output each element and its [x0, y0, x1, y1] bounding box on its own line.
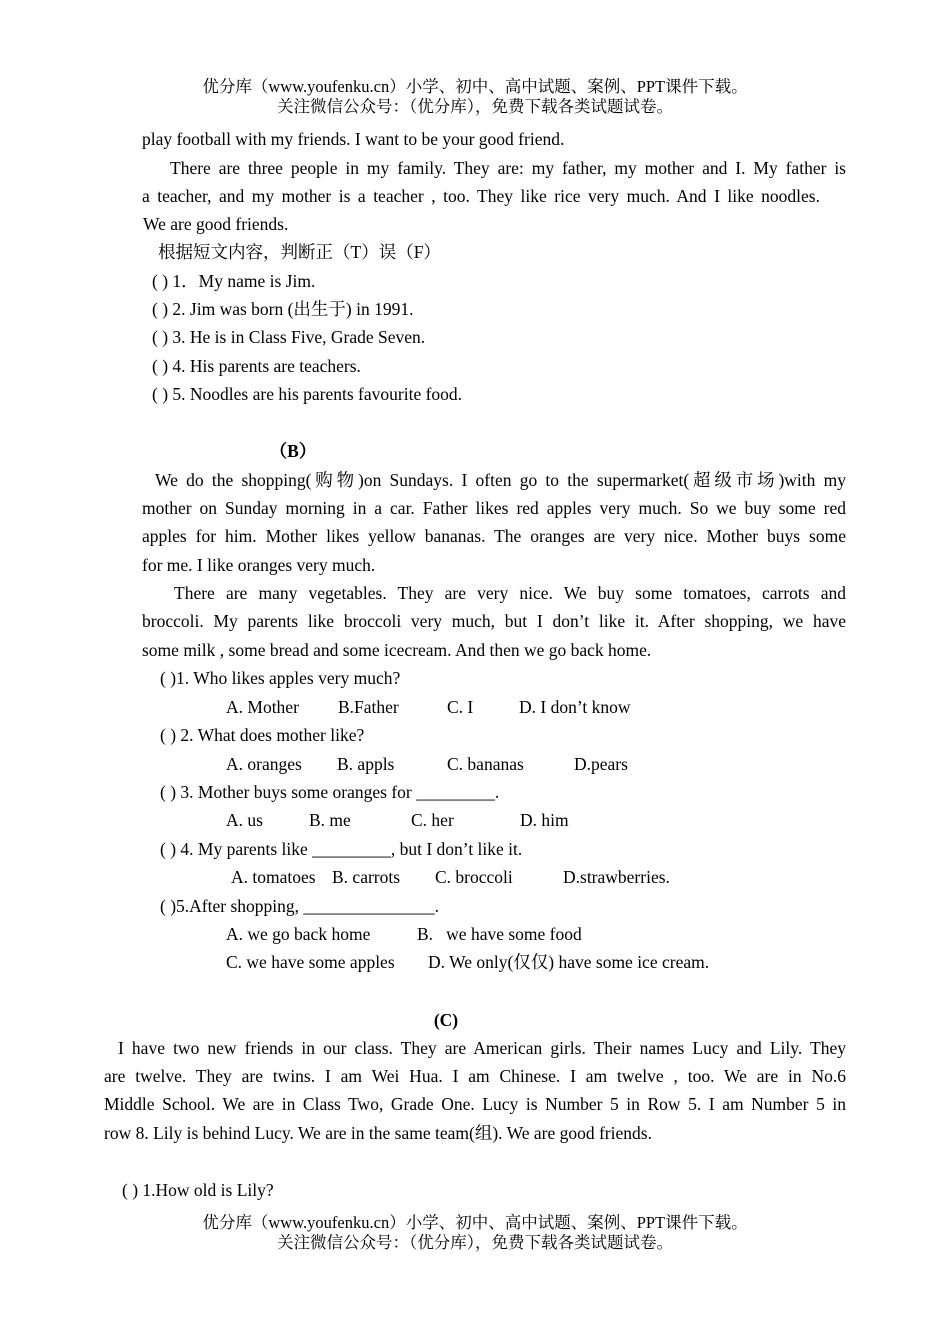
- tf-item: ( ) 4. His parents are teachers.: [152, 356, 361, 376]
- option: A. tomatoes: [231, 867, 316, 887]
- option: B. we have some food: [417, 924, 582, 944]
- question: ( ) 3. Mother buys some oranges for _________.: [160, 782, 500, 802]
- option: C. bananas: [447, 754, 524, 774]
- option: A. oranges: [226, 754, 302, 774]
- section-b-title: （B）: [269, 441, 317, 461]
- question: ( )5.After shopping, _______________.: [160, 896, 440, 916]
- passage-c-line: row 8. Lily is behind Lucy. We are in the same team(组). We are good friends.: [104, 1123, 652, 1143]
- tf-item: ( ) 2. Jim was born (出生于) in 1991.: [152, 299, 414, 319]
- passage-b-line: apples for him. Mother likes yellow bananas. The oranges are very nice. Mother buys some: [142, 526, 846, 546]
- passage-a-line: There are three people in my family. They are: my father, my mother and I. My father is: [170, 158, 846, 178]
- option: D.pears: [574, 754, 628, 774]
- option: D. I don’t know: [519, 697, 631, 717]
- question: ( ) 2. What does mother like?: [160, 725, 365, 745]
- header-line-2: 关注微信公众号：（优分库），免费下载各类试题试卷。: [277, 97, 673, 116]
- header-line-1: 优分库（www.youfenku.cn）小学、初中、高中试题、案例、PPT课件下载。: [202, 77, 748, 96]
- footer-line-2: 关注微信公众号：（优分库），免费下载各类试题试卷。: [277, 1233, 673, 1252]
- passage-a-line: play football with my friends. I want to be your good friend.: [142, 129, 565, 149]
- question: ( ) 1.How old is Lily?: [122, 1180, 274, 1200]
- option: D. him: [520, 810, 569, 830]
- tf-item: ( ) 3. He is in Class Five, Grade Seven.: [152, 327, 426, 347]
- option: B.Father: [338, 697, 399, 717]
- option: B. carrots: [332, 867, 401, 887]
- passage-c-line: are twelve. They are twins. I am Wei Hua. I am Chinese. I am twelve , too. We are in No.6: [104, 1066, 846, 1086]
- passage-b-line: We do the shopping(购物)on Sundays. I often go to the supermarket(超级市场)with my: [155, 470, 846, 490]
- option: A. us: [226, 810, 263, 830]
- tf-item: ( ) 5. Noodles are his parents favourite food.: [152, 384, 463, 404]
- footer-line-1: 优分库（www.youfenku.cn）小学、初中、高中试题、案例、PPT课件下载。: [202, 1213, 748, 1232]
- option: A. Mother: [226, 697, 299, 717]
- question: ( ) 4. My parents like _________, but I don’t like it.: [160, 839, 523, 859]
- option: A. we go back home: [226, 924, 371, 944]
- tf-item: ( ) 1．My name is Jim.: [152, 271, 316, 291]
- option: C. broccoli: [435, 867, 513, 887]
- section-c-title: (C): [433, 1010, 459, 1030]
- option: C. I: [447, 697, 474, 717]
- passage-a-line: a teacher, and my mother is a teacher , too. They like rice very much. And I like noodles.: [142, 186, 820, 206]
- passage-a-line: We are good friends.: [143, 214, 289, 234]
- passage-b-line: broccoli. My parents like broccoli very much, but I don’t like it. After shopping, we have: [142, 611, 846, 631]
- option: C. her: [411, 810, 454, 830]
- instruction: 根据短文内容，判断正（T）误（F）: [158, 242, 441, 262]
- option: D. We only(仅仅) have some ice cream.: [428, 952, 710, 972]
- question: ( )1. Who likes apples very much?: [160, 668, 401, 688]
- passage-c-line: I have two new friends in our class. They are American girls. Their names Lucy and Lily. They: [118, 1038, 846, 1058]
- option: C. we have some apples: [226, 952, 395, 972]
- passage-b-line: for me. I like oranges very much.: [142, 555, 376, 575]
- passage-b-line: There are many vegetables. They are very nice. We buy some tomatoes, carrots and: [174, 583, 846, 603]
- option: D.strawberries.: [563, 867, 670, 887]
- passage-c-line: Middle School. We are in Class Two, Grade One. Lucy is Number 5 in Row 5. I am Number 5 in: [104, 1094, 846, 1114]
- passage-b-line: some milk , some bread and some icecream. And then we go back home.: [142, 640, 652, 660]
- option: B. me: [309, 810, 351, 830]
- option: B. appls: [337, 754, 395, 774]
- passage-b-line: mother on Sunday morning in a car. Father likes red apples very much. So we buy some red: [142, 498, 846, 518]
